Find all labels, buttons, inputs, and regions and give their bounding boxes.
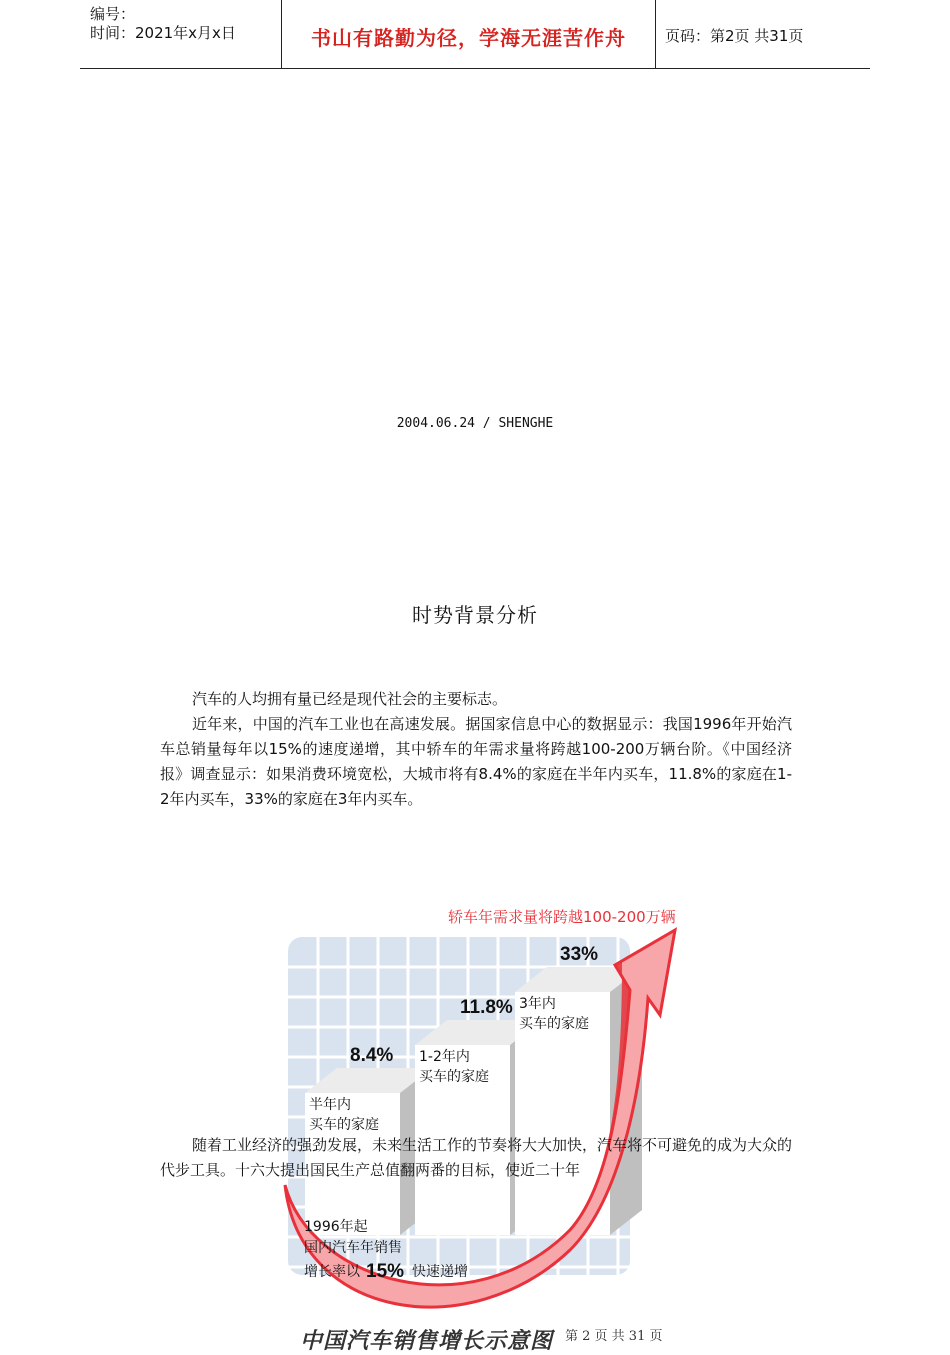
growth-note-line: 增长率以 [304, 1264, 360, 1280]
bar-value-label: 11.8% [460, 997, 513, 1018]
figure-caption: 中国汽车销售增长示意图 [300, 1329, 554, 1354]
document-number-label: 编号： [90, 5, 136, 23]
header-motto: 书山有路勤为径，学海无涯苦作舟 [311, 26, 626, 50]
paragraph: 随着工业经济的强劲发展，未来生活工作的节奏将大大加快，汽车将不可避免的成为大众的代步工具。十六大提出国民生产总值翻两番的目标，使近二十年 [160, 1136, 793, 1179]
bar-category-label: 买车的家庭 [309, 1117, 379, 1133]
dateline: 2004.06.24 / SHENGHE [396, 416, 554, 431]
arrow-label: 轿车年需求量将跨越100-200万辆 [448, 908, 676, 926]
header-motto-cell [281, 0, 656, 68]
page-header [80, 0, 870, 69]
growth-note-line: 国内汽车年销售 [304, 1240, 402, 1256]
bar-value-label: 33% [560, 944, 599, 965]
section-title: 时势背景分析 [412, 603, 538, 627]
paragraph: 近年来，中国的汽车工业也在高速发展。据国家信息中心的数据显示：我国1996年开始汽车总销量每年以15%的速度递增，其中轿车的年需求量将跨越100-200万辆台阶。《中国经济报》调查显示：如果消费环境宽松，大城市将有8.4%的家庭在半年内买车，11.8%的家庭在1-2年内买车，33%的家庭在3年内买车。 [160, 715, 792, 808]
bar-category-label: 半年内 [309, 1097, 351, 1113]
growth-note-line: 1996年起 [304, 1219, 368, 1235]
bar-category-label: 3年内 [519, 996, 556, 1012]
chart-svg [270, 900, 690, 1344]
bar-category-label: 买车的家庭 [419, 1069, 489, 1085]
page-footer: 第 2 页 共 31 页 [563, 1325, 664, 1344]
header-page-cell [655, 0, 870, 68]
bar-value-label: 8.4% [350, 1045, 394, 1066]
paragraph: 汽车的人均拥有量已经是现代社会的主要标志。 [192, 690, 508, 708]
bar-category-label: 1-2年内 [419, 1049, 470, 1065]
growth-note-line: 快速递增 [412, 1264, 468, 1280]
bar-category-label: 买车的家庭 [519, 1016, 589, 1032]
document-time-label: 时间：2021年x月x日 [90, 24, 236, 42]
header-page-number: 页码：第2页 共31页 [665, 27, 804, 45]
header-meta-cell [80, 0, 280, 68]
sales-growth-figure [270, 900, 690, 1344]
growth-rate-label: 15% [366, 1261, 405, 1282]
